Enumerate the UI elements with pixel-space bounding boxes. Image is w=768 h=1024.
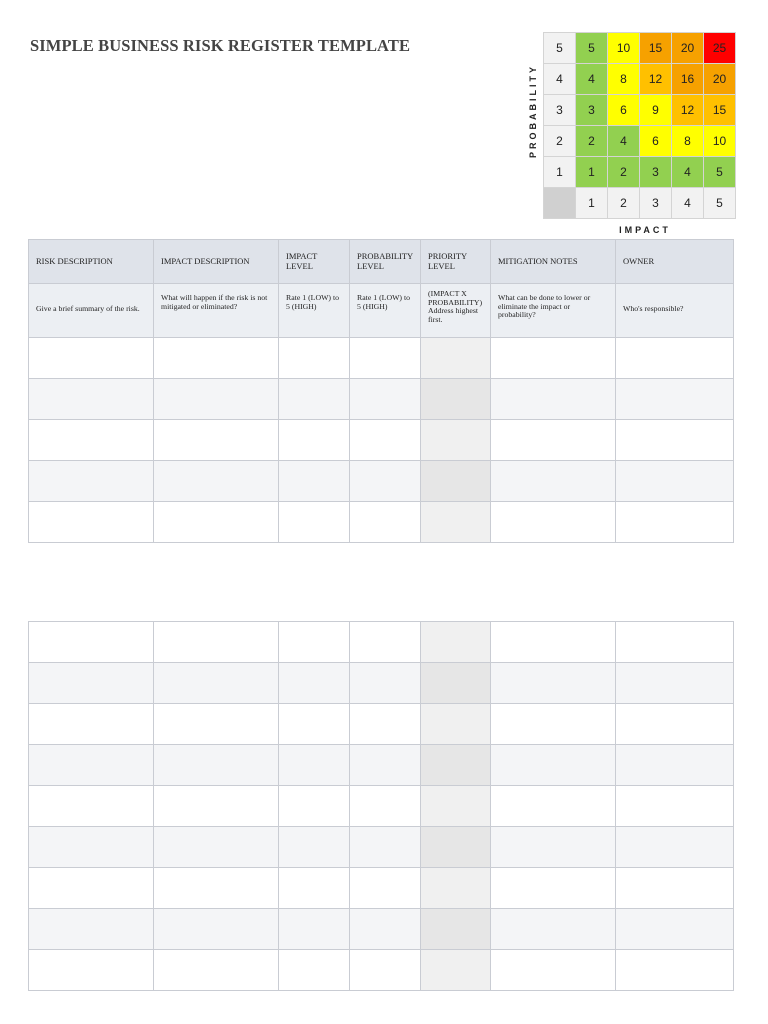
table-cell[interactable] [350, 745, 421, 786]
table-cell[interactable] [350, 461, 421, 502]
matrix-score-cell: 8 [608, 64, 640, 95]
table-cell[interactable] [616, 868, 734, 909]
table-cell[interactable] [421, 745, 491, 786]
matrix-probability-value: 4 [544, 64, 576, 95]
matrix-row [544, 157, 736, 188]
page-title: SIMPLE BUSINESS RISK REGISTER TEMPLATE [30, 36, 411, 55]
table-cell[interactable] [421, 909, 491, 950]
table-cell[interactable] [29, 663, 154, 704]
matrix-score-cell: 20 [704, 64, 736, 95]
table-row [29, 420, 734, 461]
table-cell[interactable] [29, 461, 154, 502]
table-cell[interactable] [421, 379, 491, 420]
table-cell[interactable] [491, 379, 616, 420]
table-cell[interactable] [491, 827, 616, 868]
table-cell[interactable] [491, 622, 616, 663]
table-cell[interactable] [616, 827, 734, 868]
matrix-score-cell: 3 [576, 95, 608, 126]
table-cell[interactable] [279, 338, 350, 379]
table-row [29, 704, 734, 745]
table-cell[interactable] [616, 338, 734, 379]
table-cell[interactable] [350, 868, 421, 909]
table-cell[interactable] [154, 338, 279, 379]
table-row [29, 461, 734, 502]
table-cell[interactable] [350, 909, 421, 950]
table-row [29, 950, 734, 991]
desc-probability-level: Rate 1 (LOW) to 5 (HIGH) [350, 284, 421, 338]
table-cell[interactable] [421, 461, 491, 502]
table-cell[interactable] [491, 786, 616, 827]
table-cell[interactable] [350, 379, 421, 420]
table-cell[interactable] [279, 379, 350, 420]
table-cell[interactable] [491, 338, 616, 379]
table-cell[interactable] [421, 704, 491, 745]
table-cell[interactable] [29, 420, 154, 461]
table-cell[interactable] [421, 786, 491, 827]
matrix-score-cell: 3 [640, 157, 672, 188]
table-cell[interactable] [279, 745, 350, 786]
table-cell[interactable] [350, 827, 421, 868]
matrix-score-cell: 5 [576, 33, 608, 64]
table-row [29, 622, 734, 663]
table-cell[interactable] [421, 622, 491, 663]
desc-risk-description: Give a brief summary of the risk. [29, 284, 154, 338]
table-cell[interactable] [29, 502, 154, 543]
table-cell[interactable] [491, 950, 616, 991]
table-cell[interactable] [616, 909, 734, 950]
table-cell[interactable] [491, 663, 616, 704]
matrix-probability-value: 2 [544, 126, 576, 157]
matrix-impact-row [544, 188, 736, 219]
table-cell[interactable] [491, 461, 616, 502]
matrix-probability-value: 3 [544, 95, 576, 126]
table-cell[interactable] [154, 950, 279, 991]
table-cell[interactable] [279, 786, 350, 827]
table-cell[interactable] [350, 704, 421, 745]
matrix-impact-value: 4 [672, 188, 704, 219]
matrix-score-cell: 15 [704, 95, 736, 126]
table-cell[interactable] [491, 502, 616, 543]
table-cell[interactable] [154, 704, 279, 745]
table-cell[interactable] [421, 338, 491, 379]
table-cell[interactable] [350, 338, 421, 379]
table-cell[interactable] [350, 622, 421, 663]
matrix-score-cell: 10 [608, 33, 640, 64]
table-cell[interactable] [350, 786, 421, 827]
table-cell[interactable] [421, 868, 491, 909]
table-cell[interactable] [279, 909, 350, 950]
matrix-impact-value: 5 [704, 188, 736, 219]
risk-matrix [543, 32, 736, 219]
matrix-row [544, 64, 736, 95]
table-cell[interactable] [616, 461, 734, 502]
table-cell[interactable] [350, 420, 421, 461]
table-cell[interactable] [154, 420, 279, 461]
matrix-score-cell: 4 [672, 157, 704, 188]
table-cell[interactable] [491, 704, 616, 745]
table-cell[interactable] [279, 663, 350, 704]
matrix-score-cell: 4 [576, 64, 608, 95]
matrix-score-cell: 10 [704, 126, 736, 157]
table-cell[interactable] [350, 663, 421, 704]
table-cell[interactable] [350, 502, 421, 543]
table-cell[interactable] [421, 827, 491, 868]
table-cell[interactable] [616, 786, 734, 827]
matrix-score-cell: 6 [640, 126, 672, 157]
table-cell[interactable] [616, 502, 734, 543]
matrix-score-cell: 8 [672, 126, 704, 157]
table-cell[interactable] [279, 704, 350, 745]
table-cell[interactable] [491, 868, 616, 909]
desc-impact-description: What will happen if the risk is not mitigated or eliminated? [154, 284, 279, 338]
table-cell[interactable] [350, 950, 421, 991]
table-cell[interactable] [421, 663, 491, 704]
matrix-impact-value: 2 [608, 188, 640, 219]
table-row [29, 827, 734, 868]
matrix-score-cell: 16 [672, 64, 704, 95]
table-cell[interactable] [29, 909, 154, 950]
table-cell[interactable] [491, 420, 616, 461]
table-cell[interactable] [29, 827, 154, 868]
table-cell[interactable] [616, 420, 734, 461]
table-row [29, 502, 734, 543]
table-row [29, 909, 734, 950]
table-cell[interactable] [279, 868, 350, 909]
matrix-score-cell: 2 [608, 157, 640, 188]
table-cell[interactable] [616, 379, 734, 420]
matrix-score-cell: 15 [640, 33, 672, 64]
probability-axis-label: PROBABILITY [528, 63, 539, 159]
table-cell[interactable] [29, 704, 154, 745]
col-header-mitigation-notes: MITIGATION NOTES [491, 240, 616, 284]
table-cell[interactable] [279, 950, 350, 991]
table-cell[interactable] [29, 622, 154, 663]
desc-priority-level: (IMPACT X PROBABILITY) Address highest first. [421, 284, 491, 338]
table-cell[interactable] [491, 909, 616, 950]
matrix-score-cell: 5 [704, 157, 736, 188]
matrix-impact-value: 1 [576, 188, 608, 219]
table-row [29, 868, 734, 909]
desc-impact-level: Rate 1 (LOW) to 5 (HIGH) [279, 284, 350, 338]
matrix-corner-cell [544, 188, 576, 219]
impact-axis-label: IMPACT [619, 225, 671, 235]
table-cell[interactable] [154, 379, 279, 420]
col-header-impact-description: IMPACT DESCRIPTION [154, 240, 279, 284]
table-cell[interactable] [154, 461, 279, 502]
matrix-probability-value: 1 [544, 157, 576, 188]
desc-owner: Who's responsible? [616, 284, 734, 338]
matrix-probability-value: 5 [544, 33, 576, 64]
matrix-score-cell: 25 [704, 33, 736, 64]
matrix-score-cell: 12 [640, 64, 672, 95]
table-cell[interactable] [616, 950, 734, 991]
table-description-row [29, 284, 734, 338]
table-cell[interactable] [29, 868, 154, 909]
table-cell[interactable] [154, 502, 279, 543]
table-row [29, 786, 734, 827]
col-header-impact-level: IMPACT LEVEL [279, 240, 350, 284]
table-cell[interactable] [279, 461, 350, 502]
col-header-owner: OWNER [616, 240, 734, 284]
table-cell[interactable] [154, 786, 279, 827]
table-cell[interactable] [154, 868, 279, 909]
table-cell[interactable] [421, 950, 491, 991]
matrix-score-cell: 2 [576, 126, 608, 157]
matrix-score-cell: 9 [640, 95, 672, 126]
table-cell[interactable] [29, 950, 154, 991]
matrix-impact-value: 3 [640, 188, 672, 219]
matrix-score-cell: 20 [672, 33, 704, 64]
table-cell[interactable] [491, 745, 616, 786]
table-cell[interactable] [421, 420, 491, 461]
table-cell[interactable] [616, 663, 734, 704]
table-cell[interactable] [154, 745, 279, 786]
table-cell[interactable] [616, 745, 734, 786]
col-header-priority-level: PRIORITY LEVEL [421, 240, 491, 284]
table-cell[interactable] [154, 622, 279, 663]
matrix-row [544, 126, 736, 157]
table-cell[interactable] [616, 622, 734, 663]
table-row [29, 663, 734, 704]
table-cell[interactable] [616, 704, 734, 745]
matrix-score-cell: 6 [608, 95, 640, 126]
table-cell[interactable] [279, 622, 350, 663]
table-cell[interactable] [279, 420, 350, 461]
table-cell[interactable] [279, 827, 350, 868]
risk-register-table-continued [28, 621, 734, 991]
matrix-row [544, 33, 736, 64]
table-cell[interactable] [29, 379, 154, 420]
table-cell[interactable] [29, 786, 154, 827]
table-cell[interactable] [29, 745, 154, 786]
matrix-row [544, 95, 736, 126]
risk-register-table [28, 239, 734, 543]
matrix-score-cell: 4 [608, 126, 640, 157]
table-cell[interactable] [154, 663, 279, 704]
table-cell[interactable] [29, 338, 154, 379]
matrix-score-cell: 12 [672, 95, 704, 126]
table-cell[interactable] [421, 502, 491, 543]
col-header-probability-level: PROBABILITY LEVEL [350, 240, 421, 284]
matrix-score-cell: 1 [576, 157, 608, 188]
table-cell[interactable] [279, 502, 350, 543]
table-row [29, 338, 734, 379]
table-header-row [29, 240, 734, 284]
table-row [29, 379, 734, 420]
table-cell[interactable] [154, 909, 279, 950]
table-cell[interactable] [154, 827, 279, 868]
table-row [29, 745, 734, 786]
desc-mitigation-notes: What can be done to lower or eliminate the impact or probability? [491, 284, 616, 338]
col-header-risk-description: RISK DESCRIPTION [29, 240, 154, 284]
